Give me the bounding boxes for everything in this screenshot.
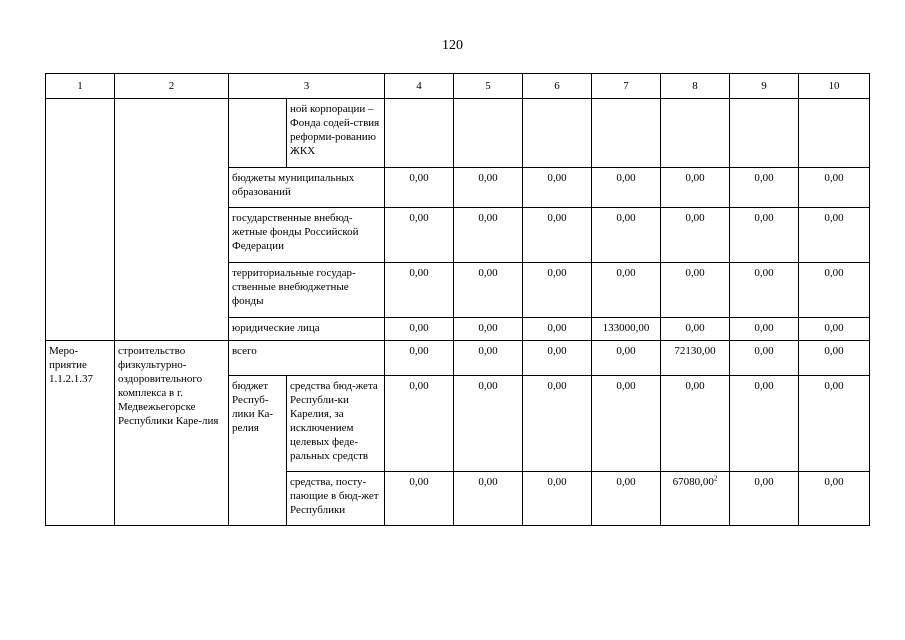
header-cell: 7 xyxy=(592,74,661,99)
value-cell-with-footnote xyxy=(661,472,730,526)
measure-name: строительство физкультурно-оздоровительного комплекса в г. Медвежьегорске Республики Каре-лия xyxy=(115,341,229,526)
empty-cell xyxy=(799,99,870,168)
source-label-corporation: ной корпорации – Фонда содей-ствия реформи-рованию ЖКХ xyxy=(287,99,385,168)
value-cell: 0,00 xyxy=(385,318,454,341)
source-label-transfers: средства, посту-пающие в бюд-жет Республики xyxy=(287,472,385,526)
value-cell: 0,00 xyxy=(730,318,799,341)
value-cell: 0,00 xyxy=(730,168,799,208)
source-label-rk-own: средства бюд-жета Республи-ки Карелия, за исключением целевых феде-ральных средств xyxy=(287,376,385,472)
empty-cell xyxy=(385,99,454,168)
header-cell: 9 xyxy=(730,74,799,99)
value-cell: 0,00 xyxy=(385,168,454,208)
value-cell: 0,00 xyxy=(454,263,523,318)
value-cell: 0,00 xyxy=(523,376,592,472)
value-cell: 0,00 xyxy=(592,168,661,208)
value-cell: 0,00 xyxy=(661,376,730,472)
measure-code: Меро-приятие 1.1.2.1.37 xyxy=(46,341,115,526)
value-cell: 0,00 xyxy=(385,472,454,526)
value-cell: 0,00 xyxy=(523,472,592,526)
value-cell: 0,00 xyxy=(799,168,870,208)
header-cell: 2 xyxy=(115,74,229,99)
value-cell: 0,00 xyxy=(454,341,523,376)
header-cell: 4 xyxy=(385,74,454,99)
empty-cell xyxy=(730,99,799,168)
value-cell: 0,00 xyxy=(661,263,730,318)
value-cell: 0,00 xyxy=(592,263,661,318)
value-cell: 0,00 xyxy=(592,376,661,472)
page-number: 120 xyxy=(442,38,463,53)
value-cell: 0,00 xyxy=(661,208,730,263)
value-cell: 0,00 xyxy=(730,208,799,263)
header-row xyxy=(46,74,870,99)
value-text: 67080,00 xyxy=(672,476,714,488)
header-cell: 5 xyxy=(454,74,523,99)
value-cell: 0,00 xyxy=(454,376,523,472)
value-cell: 0,00 xyxy=(385,376,454,472)
footnote-marker: 2 xyxy=(713,474,718,483)
value-cell: 0,00 xyxy=(592,208,661,263)
source-label-territorial: территориальные государ-ственные внебюджетные фонды xyxy=(229,263,385,318)
value-cell: 0,00 xyxy=(454,318,523,341)
source-label-legal: юридические лица xyxy=(229,318,385,341)
value-cell: 0,00 xyxy=(799,318,870,341)
value-cell: 0,00 xyxy=(385,208,454,263)
value-cell: 0,00 xyxy=(661,168,730,208)
value-cell: 0,00 xyxy=(523,168,592,208)
header-cell: 10 xyxy=(799,74,870,99)
value-cell: 0,00 xyxy=(523,341,592,376)
empty-cell xyxy=(661,99,730,168)
value-cell: 0,00 xyxy=(592,472,661,526)
value-cell: 0,00 xyxy=(730,376,799,472)
value-cell: 0,00 xyxy=(454,472,523,526)
header-cell: 3 xyxy=(229,74,385,99)
value-cell: 0,00 xyxy=(799,472,870,526)
empty-cell xyxy=(592,99,661,168)
budget-table xyxy=(45,73,870,526)
table-row xyxy=(46,99,870,168)
value-cell: 0,00 xyxy=(454,208,523,263)
value-cell: 0,00 xyxy=(385,341,454,376)
value-cell: 133000,00 xyxy=(592,318,661,341)
source-label-total: всего xyxy=(229,341,385,376)
empty-cell xyxy=(46,99,115,341)
empty-cell xyxy=(115,99,229,341)
value-cell: 0,00 xyxy=(454,168,523,208)
value-cell: 0,00 xyxy=(523,208,592,263)
value-cell: 0,00 xyxy=(799,263,870,318)
value-cell: 0,00 xyxy=(730,341,799,376)
source-label-extrabudget: государственные внебюд-жетные фонды Российской Федерации xyxy=(229,208,385,263)
value-cell: 0,00 xyxy=(523,263,592,318)
empty-cell xyxy=(523,99,592,168)
value-cell: 72130,00 xyxy=(661,341,730,376)
empty-cell xyxy=(454,99,523,168)
header-cell: 1 xyxy=(46,74,115,99)
header-cell: 6 xyxy=(523,74,592,99)
value-cell: 0,00 xyxy=(799,208,870,263)
value-cell: 0,00 xyxy=(523,318,592,341)
source-label-municipal: бюджеты муниципальных образований xyxy=(229,168,385,208)
empty-cell xyxy=(229,99,287,168)
header-cell: 8 xyxy=(661,74,730,99)
value-cell: 0,00 xyxy=(661,318,730,341)
value-cell: 0,00 xyxy=(730,263,799,318)
value-cell: 0,00 xyxy=(730,472,799,526)
value-cell: 0,00 xyxy=(385,263,454,318)
value-cell: 0,00 xyxy=(592,341,661,376)
value-cell: 0,00 xyxy=(799,341,870,376)
source-label-budget-rk: бюджет Респуб-лики Ка-релия xyxy=(229,376,287,526)
table-row xyxy=(46,341,870,376)
value-cell: 0,00 xyxy=(799,376,870,472)
